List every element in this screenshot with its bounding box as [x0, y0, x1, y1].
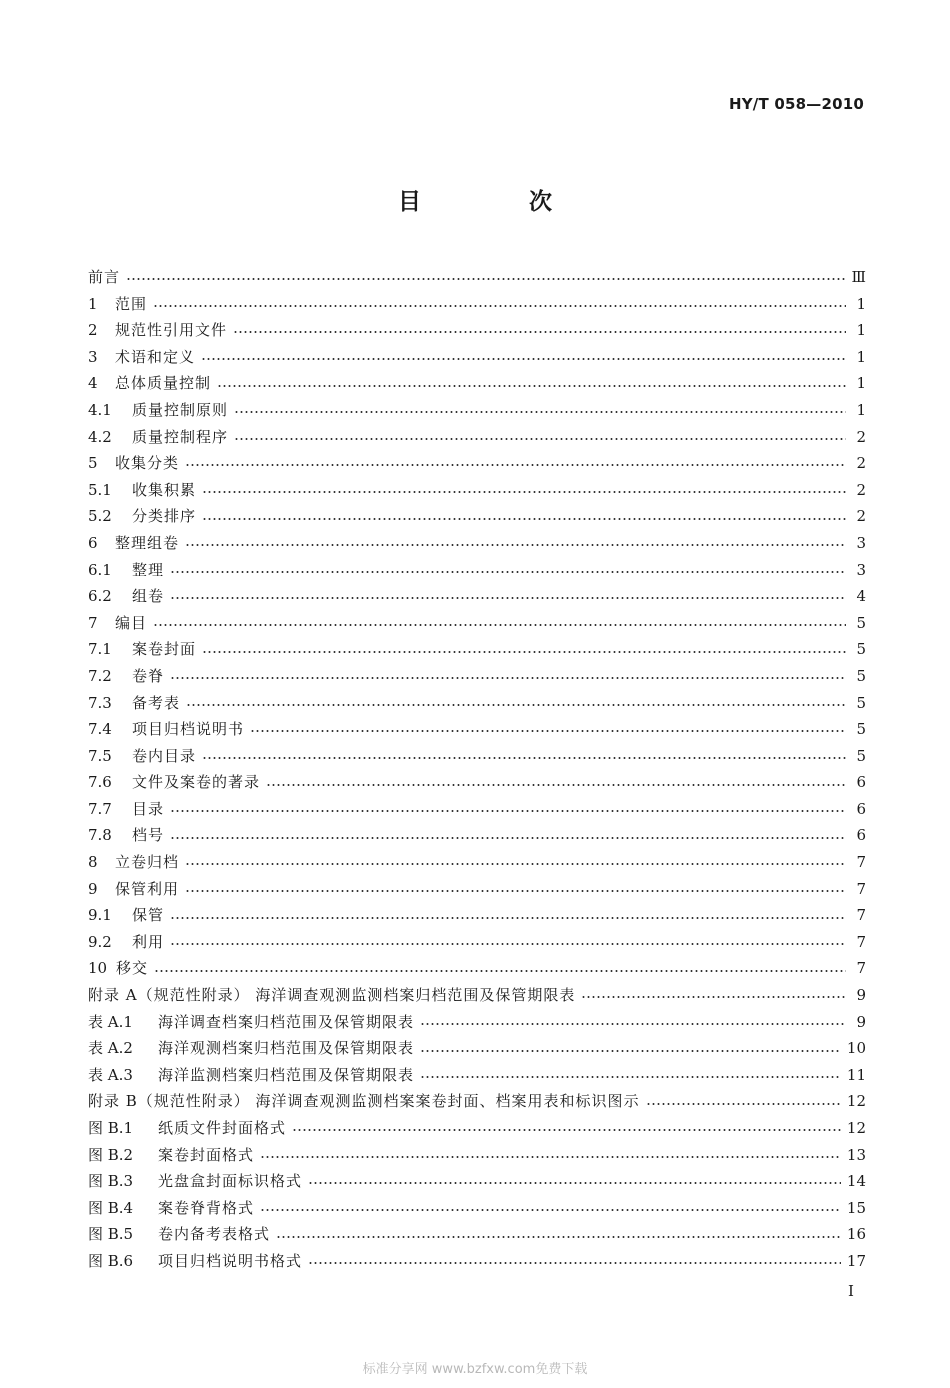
toc-entry[interactable] [88, 1168, 866, 1195]
toc-entry[interactable] [88, 370, 866, 397]
dot-leader [126, 278, 846, 280]
toc-entry[interactable] [88, 690, 866, 717]
dot-leader [646, 1103, 841, 1105]
toc-entry-page: 1 [856, 294, 866, 313]
toc-entry-title: 光盘盒封面标识格式 [158, 1172, 303, 1191]
toc-entry-title: 收集积累 [132, 480, 197, 499]
toc-entry-number: 图 B.4 [88, 1198, 134, 1217]
toc-entry-number: 5.2 [88, 507, 112, 526]
toc-entry[interactable] [88, 716, 866, 743]
toc-entry-page: 5 [856, 613, 866, 632]
toc-entry[interactable] [88, 1088, 866, 1115]
toc-entry-page: 1 [856, 374, 866, 393]
toc-entry-page: 5 [856, 720, 866, 739]
toc-entry-title: 纸质文件封面格式 [158, 1119, 287, 1137]
toc-entry-number: 4 [88, 374, 98, 393]
toc-entry-number: 7.5 [88, 746, 112, 765]
toc-entry[interactable] [88, 955, 866, 982]
toc-entry-title: 移交 [116, 959, 149, 978]
toc-entry-title: 案卷脊背格式 [158, 1198, 255, 1217]
dot-leader [170, 837, 846, 839]
toc-entry[interactable] [88, 1115, 866, 1142]
toc-entry[interactable] [88, 424, 866, 451]
dot-leader [185, 544, 846, 546]
toc-entry-title: 附录 A（规范性附录） 海洋调查观测监测档案归档范围及保管期限表 [88, 986, 576, 1005]
toc-entry-number: 图 B.5 [88, 1225, 134, 1244]
dot-leader [217, 385, 846, 387]
toc-entry-title: 文件及案卷的著录 [132, 773, 261, 792]
dot-leader [202, 651, 846, 653]
toc-entry-page: 7 [856, 932, 866, 951]
toc-entry-number: 2 [88, 321, 98, 340]
toc-entry-page: 6 [856, 826, 866, 845]
toc-entry-page: 2 [856, 507, 866, 526]
toc-entry-page: 9 [856, 1012, 866, 1031]
toc-entry-title: 档号 [132, 826, 165, 845]
toc-entry[interactable] [88, 557, 866, 584]
toc-entry-number: 6.2 [88, 587, 112, 606]
dot-leader [234, 438, 846, 440]
standard-code: HY/T 058—2010 [728, 95, 864, 113]
toc-entry-number: 7.8 [88, 826, 112, 845]
toc-entry[interactable] [88, 503, 866, 530]
toc-entry[interactable] [88, 530, 866, 557]
toc-entry-number: 图 B.3 [88, 1172, 134, 1191]
toc-entry-title: 分类排序 [132, 507, 197, 526]
toc-entry-page: 2 [856, 427, 866, 446]
toc-entry-number: 4.2 [88, 427, 112, 446]
toc-entry-number: 9.1 [88, 906, 112, 925]
toc-entry[interactable] [88, 822, 866, 849]
toc-entry-page: 9 [856, 986, 866, 1005]
dot-leader [266, 784, 846, 786]
dot-leader [185, 464, 846, 466]
dot-leader [233, 331, 846, 333]
toc-entry[interactable] [88, 477, 866, 504]
toc-entry-number: 7.6 [88, 773, 112, 792]
toc-entry-page: 12 [846, 1119, 866, 1137]
toc-entry-number: 7.4 [88, 720, 112, 739]
toc-entry[interactable] [88, 929, 866, 956]
dot-leader [170, 917, 846, 919]
toc-entry[interactable] [88, 1221, 866, 1248]
toc-entry-page: Ⅲ [851, 268, 866, 286]
toc-entry-title: 项目归档说明书 [132, 720, 245, 739]
toc-entry[interactable] [88, 1035, 866, 1062]
toc-entry-number: 10 [88, 959, 108, 978]
toc-entry[interactable] [88, 344, 866, 371]
toc-entry-title: 整理组卷 [115, 533, 180, 552]
dot-leader [154, 970, 846, 972]
toc-entry[interactable] [88, 1195, 866, 1222]
toc-entry-title: 海洋观测档案归档范围及保管期限表 [158, 1039, 415, 1058]
toc-entry-title: 海洋监测档案归档范围及保管期限表 [158, 1065, 415, 1084]
toc-entry-title: 整理 [132, 560, 165, 579]
dot-leader [420, 1076, 841, 1078]
toc-entry-page: 1 [856, 321, 866, 340]
toc-entry[interactable] [88, 982, 866, 1009]
dot-leader [581, 996, 846, 998]
toc-entry-page: 2 [856, 480, 866, 499]
toc-entry-page: 17 [846, 1251, 866, 1270]
toc-entry[interactable] [88, 663, 866, 690]
toc-entry[interactable] [88, 796, 866, 823]
toc-entry-title: 组卷 [132, 587, 165, 606]
toc-entry-page: 3 [856, 533, 866, 552]
toc-entry-title: 卷内目录 [132, 746, 197, 765]
toc-entry-page: 1 [856, 347, 866, 366]
dot-leader [170, 943, 846, 945]
toc-entry-page: 5 [856, 746, 866, 765]
toc-entry[interactable] [88, 317, 866, 344]
table-of-contents [88, 264, 866, 1275]
dot-leader [202, 757, 846, 759]
toc-entry-number: 3 [88, 347, 98, 366]
toc-entry[interactable] [88, 636, 866, 663]
toc-entry-number: 7.1 [88, 640, 112, 659]
toc-entry-page: 13 [846, 1145, 866, 1164]
toc-entry[interactable] [88, 1248, 866, 1275]
toc-entry-title: 收集分类 [115, 454, 180, 473]
dot-leader [170, 677, 846, 679]
toc-entry-page: 6 [856, 799, 866, 818]
toc-entry[interactable] [88, 397, 866, 424]
dot-leader [202, 518, 846, 520]
toc-entry-title: 目录 [132, 799, 165, 818]
toc-entry-page: 3 [856, 560, 866, 579]
dot-leader [260, 1209, 841, 1211]
dot-leader [170, 810, 846, 812]
toc-entry-number: 5 [88, 454, 98, 473]
toc-entry[interactable] [88, 264, 866, 291]
toc-entry-page: 15 [846, 1198, 866, 1217]
toc-entry-title: 案卷封面格式 [158, 1145, 255, 1164]
toc-entry-title: 保管 [132, 906, 165, 925]
toc-entry[interactable] [88, 876, 866, 903]
dot-leader [420, 1023, 846, 1025]
watermark: 标准分享网 www.bzfxw.com免费下载 [362, 1362, 588, 1377]
toc-entry-number: 9.2 [88, 932, 112, 951]
toc-entry-number: 7.3 [88, 693, 112, 712]
toc-entry-page: 5 [856, 666, 866, 685]
toc-entry-number: 图 B.2 [88, 1145, 134, 1164]
dot-leader [420, 1050, 841, 1052]
toc-entry-page: 5 [856, 640, 866, 659]
toc-entry-title: 项目归档说明书格式 [158, 1251, 303, 1270]
dot-leader [170, 597, 846, 599]
toc-entry[interactable] [88, 902, 866, 929]
dot-leader [234, 411, 846, 413]
toc-entry-number: 6 [88, 533, 98, 552]
toc-entry-title: 附录 B（规范性附录） 海洋调查观测监测档案案卷封面、档案用表和标识图示 [88, 1092, 640, 1111]
toc-entry-page: 4 [856, 587, 866, 606]
toc-entry-title: 卷脊 [132, 666, 165, 685]
toc-entry-title: 术语和定义 [115, 347, 196, 366]
toc-entry-page: 7 [856, 959, 866, 978]
toc-entry-number: 表 A.2 [88, 1039, 133, 1058]
toc-entry-title: 卷内备考表格式 [158, 1225, 271, 1244]
toc-entry-number: 6.1 [88, 560, 112, 579]
toc-entry-number: 7 [88, 613, 98, 632]
toc-entry[interactable] [88, 450, 866, 477]
toc-entry-page: 1 [856, 400, 866, 419]
dot-leader [185, 863, 846, 865]
dot-leader [185, 890, 846, 892]
dot-leader [186, 704, 846, 706]
toc-entry-title: 范围 [115, 294, 148, 313]
toc-entry-title: 编目 [115, 613, 148, 632]
toc-entry-page: 16 [846, 1225, 866, 1244]
page-number: I [848, 1282, 854, 1300]
toc-entry-number: 4.1 [88, 400, 112, 419]
toc-entry-page: 7 [856, 853, 866, 872]
dot-leader [308, 1262, 841, 1264]
dot-leader [308, 1182, 841, 1184]
toc-entry-page: 7 [856, 906, 866, 925]
dot-leader [170, 571, 846, 573]
toc-entry-title: 前言 [88, 268, 121, 286]
toc-entry-page: 11 [846, 1065, 866, 1084]
toc-entry[interactable] [88, 1009, 866, 1036]
dot-leader [250, 730, 846, 732]
dot-leader [153, 624, 846, 626]
dot-leader [276, 1236, 841, 1238]
toc-entry-title: 海洋调查档案归档范围及保管期限表 [158, 1012, 415, 1031]
toc-entry[interactable] [88, 1142, 866, 1169]
toc-entry-number: 图 B.1 [88, 1119, 134, 1137]
toc-entry-title: 利用 [132, 932, 165, 951]
dot-leader [292, 1129, 841, 1131]
toc-entry-title: 规范性引用文件 [115, 321, 228, 340]
toc-entry-title: 保管利用 [115, 879, 180, 898]
toc-entry-number: 9 [88, 879, 98, 898]
toc-entry[interactable] [88, 1062, 866, 1089]
toc-entry[interactable] [88, 610, 866, 637]
toc-title: 目 次 [397, 189, 602, 215]
toc-entry-number: 7.7 [88, 799, 112, 818]
dot-leader [202, 491, 846, 493]
toc-entry-page: 10 [846, 1039, 866, 1058]
toc-entry-title: 质量控制原则 [132, 400, 229, 419]
dot-leader [260, 1156, 841, 1158]
dot-leader [153, 305, 846, 307]
toc-entry-number: 图 B.6 [88, 1251, 134, 1270]
toc-entry-title: 备考表 [132, 693, 181, 712]
toc-entry-page: 14 [846, 1172, 866, 1191]
toc-entry-page: 6 [856, 773, 866, 792]
toc-entry[interactable] [88, 769, 866, 796]
toc-entry-page: 7 [856, 879, 866, 898]
toc-entry[interactable] [88, 743, 866, 770]
toc-entry-title: 质量控制程序 [132, 427, 229, 446]
toc-entry[interactable] [88, 583, 866, 610]
toc-entry-page: 2 [856, 454, 866, 473]
toc-entry-number: 5.1 [88, 480, 112, 499]
toc-entry-number: 8 [88, 853, 98, 872]
toc-entry-number: 1 [88, 294, 98, 313]
toc-entry-number: 表 A.3 [88, 1065, 133, 1084]
toc-entry[interactable] [88, 849, 866, 876]
toc-entry-number: 表 A.1 [88, 1012, 133, 1031]
toc-entry-title: 总体质量控制 [115, 374, 212, 393]
toc-entry-page: 12 [846, 1092, 866, 1111]
toc-entry[interactable] [88, 291, 866, 318]
dot-leader [201, 358, 846, 360]
toc-entry-page: 5 [856, 693, 866, 712]
toc-entry-title: 立卷归档 [115, 853, 180, 872]
toc-entry-number: 7.2 [88, 666, 112, 685]
toc-entry-title: 案卷封面 [132, 640, 197, 659]
